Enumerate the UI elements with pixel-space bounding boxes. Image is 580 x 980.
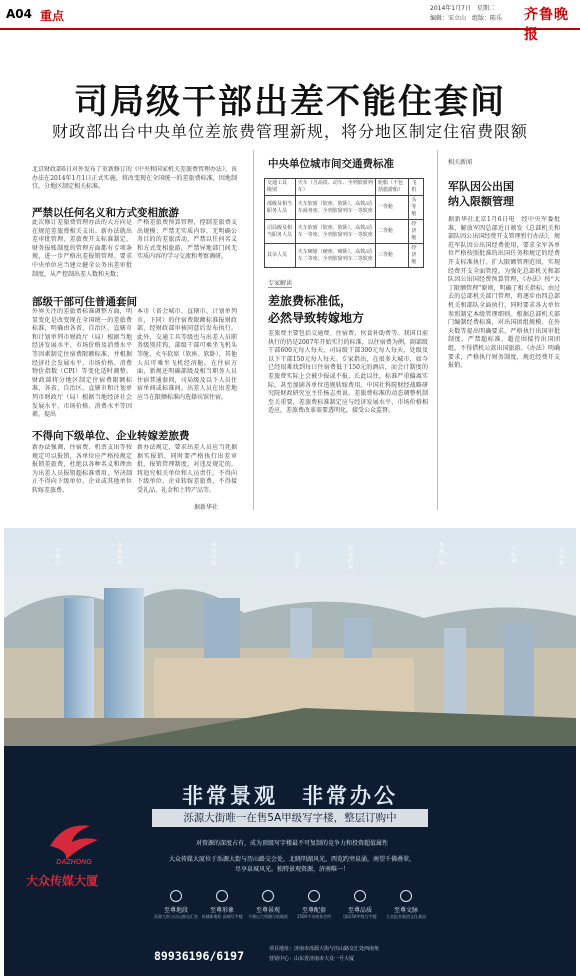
table-row xyxy=(265,244,424,268)
feature-desc: 泺源大街与历山路交汇处 xyxy=(154,914,198,919)
feature-item xyxy=(384,890,428,919)
feature-title: 至尊文脉 xyxy=(393,907,418,914)
landmark-label: 千佛山 xyxy=(54,548,60,566)
table-cell: 部级及相当职务人员 xyxy=(265,196,296,220)
table-cell: 头等舱 xyxy=(409,196,424,220)
table-row xyxy=(265,220,424,244)
related-headline: 纳入限额管理 xyxy=(448,195,514,208)
landmark-label: 趵突泉 xyxy=(558,548,564,566)
article-column: 新办法强调，住宿费、机票支出等按规定可以报销，各单位应严格按规定报销差旅费，杜绝以各种名义和理由为出差人员报销超标准费用，坚决制止不得向下级单位、企业或其他单位转嫁差旅费。 xyxy=(32,444,132,494)
newspaper-masthead: 齐鲁晚报 xyxy=(524,7,569,43)
landmark-label: 新闻大厦 xyxy=(210,542,216,566)
table-header-cell: 轮船（不包括旅游船） xyxy=(375,179,408,196)
feature-item xyxy=(292,890,336,919)
expert-headline: 差旅费标准低， xyxy=(268,294,353,308)
feature-title: 至尊形象 xyxy=(209,907,234,914)
table-header-cell: 火车（含高铁、动车、全列软席列车） xyxy=(295,179,375,196)
feature-item xyxy=(200,890,244,919)
expert-tag: 专家解读 xyxy=(268,280,293,287)
table-cell: 三等舱 xyxy=(375,244,408,268)
feature-desc: 国际5A甲级写字楼 xyxy=(343,914,377,919)
feature-desc: 千佛山大明湖尽收眼底 xyxy=(248,914,288,919)
table-cell: 其余人员 xyxy=(265,244,296,268)
landmark-label: 齐鲁医院 xyxy=(116,542,122,566)
table-header-cell: 飞机 xyxy=(409,179,424,196)
table-cell: 经济舱 xyxy=(409,220,424,244)
ad-body-text: 尽享泉城风光。独特景观资源，济南唯一！ xyxy=(234,866,349,873)
table-cell: 二等舱 xyxy=(375,220,408,244)
feature-item xyxy=(246,890,290,919)
table-header-cell: 交通工具 级别 xyxy=(265,179,296,196)
article-column: 此次修订差旅费管理办法的大方向是在规范差旅费相关支出。新办法就出差审批管理、差旅费开支标准制定、财务报账制度的管理方面都有专项条规，进一步严格出差报销管理。要求中央单位应当建立健全公务出差审批制度，从严控制出差人数和天数； xyxy=(32,219,132,278)
ad-subline: 泺源大街唯一在售5A甲级写字楼，整层订购中 xyxy=(152,809,428,827)
article-column: 严格差旅费预算管理，控制差旅费支出规模；严禁无实质内容、无明确公务目的的差旅活动，严禁以任何名义和方式变相旅游，严禁异地部门间无实质内容的学习交流和考察调研。 xyxy=(137,219,237,261)
landmark-label: 三联商社 xyxy=(294,546,300,570)
byline: 据新华社 xyxy=(194,504,219,511)
column-divider xyxy=(437,150,438,510)
section-heading: 严禁以任何名义和方式变相旅游 xyxy=(32,207,179,219)
ad-headline: 非常景观 非常办公 xyxy=(182,784,398,808)
sub-headline: 财政部出台中央单位差旅费管理新规，将分地区制定住宿费限额 xyxy=(51,122,528,141)
location-icon xyxy=(170,890,182,902)
table-cell: 火车软席（软座、软卧），高铁/动车一等座、全列软席列车一等软座 xyxy=(295,220,375,244)
transport-fee-table xyxy=(264,178,424,268)
main-headline: 司局级干部出差不能住套间 xyxy=(74,82,506,122)
landscape-icon xyxy=(262,890,274,902)
ad-body-text: 大众传媒大厦位于泺源大街与历山路交会处，北眺明湖风光，西览趵突泉涌，南望千佛叠翠， xyxy=(168,856,415,863)
table-cell: 火车硬席（硬座、硬卧），高铁/动车二等座、全列软席列车二等软座 xyxy=(295,244,375,268)
city-skyline-illustration xyxy=(4,528,576,758)
article-column: 本市（省会城市、直辖市、计划单列市，下同）的住宿费限额标准报财政部，经财政部审核同意后发布执行。此外，交通工具等级也与出差人员职务级别挂钩，部级干部可乘坐飞机头等舱、火车软席（软座、软卧），其他人员可乘坐飞机经济舱。在住宿方面，新规还明确部级及相当职务人员住宿普通套间，司局级及以下人员住宿单间或标准间。出差人员在出差地应当在限额标准内选择宾馆住宿， xyxy=(137,308,237,401)
feature-title: 至尊配套 xyxy=(301,907,326,914)
sales-address: 营销中心：山东省济南市大众一号大厦 xyxy=(269,956,355,962)
table-header-row xyxy=(265,179,424,196)
date-line: 2014年1月7日 星期二 xyxy=(430,5,495,12)
expert-body: 差旅费主要包括交通费、住宿费、伙食补助费等。我国目前执行的仍是2007年开始实行的标准，以住宿费为例，副部级干部600元每人每天，司局级干部300元每人每天，处级及以下干部150元每人每天。专家指出，在很多大城市，如今已经很难找到每日住宿费低于150元的酒店，而会计制度的差旅费实际上会被少报或不报，长此以往，标准严重偏离实际，甚至加剧各单位违规转嫁费用。中国社科院财经战略研究院财政研究室主任杨志勇说，差旅费标准的动态调整机制至关重要，差旅费标准制定应与经济发展水平、市场价格相适应，差旅费改革需要透明化，接受公众监督。 xyxy=(268,330,428,415)
landmark-label: 银座商城 xyxy=(347,546,353,570)
feature-title: 至尊品质 xyxy=(347,907,372,914)
landmark-label: 泉城广场 xyxy=(438,542,444,566)
related-headline: 军队因公出国 xyxy=(448,180,514,193)
page-header xyxy=(0,0,580,43)
ad-body-text: 对资源的深度占有，成为顶级写字楼最不可复制的竞争力和投资超值属性 xyxy=(195,840,388,847)
amenities-icon xyxy=(308,890,320,902)
table-title: 中央单位城市间交通费标准 xyxy=(268,158,394,170)
expert-headline: 必然导致转嫁地方 xyxy=(268,311,365,325)
section-name: 重点 xyxy=(40,9,65,23)
feature-item xyxy=(338,890,382,919)
section-heading: 不得向下级单位、企业转嫁差旅费 xyxy=(32,430,190,442)
feature-title: 至尊景观 xyxy=(255,907,280,914)
article-column: 外界关注的差旅费标准调整方面，明显变化是改变现在全国统一的差旅费标准，明确由各省、自治区、直辖市和计划单列市财政厅（局）根据当地经济发展水平、市场价格及消费水平等因素制定住宿费限额标准，并根据经济社会发展水平、市场价格、消费物价指数（CPI）等变化适时调整。财政部将分地区制定住宿费限额标准，各省、自治区、直辖市和计划单列市财政厅（局）根据当地经济社会发展水平、市场价格、消费水平等因素，提出 xyxy=(32,308,132,419)
sales-phone: 89936196/6197 xyxy=(154,949,245,963)
table-cell: 经济舱 xyxy=(409,244,424,268)
feature-desc: 大众报业集团文化基因 xyxy=(386,914,426,919)
article-lead: 北京财政部6日对外发布了重新修订的《中央和国家机关差旅费管理办法》，该办法在2014年1月1日正式实施，将改变现在全国统一的差旅费标准，因地制宜，分地区制定相关标准。 xyxy=(32,166,237,191)
article-column: 新办法规定，要求出差人员应当凭据据实报销，同时要严格执行出差审批、报销管理制度，对违反规定的，将追究相关单位和人员责任。不得向下级单位、企业转嫁差旅费，不得接受礼品、礼金和土特产品等。 xyxy=(137,444,237,494)
real-estate-advertisement xyxy=(4,528,576,976)
table-cell: 火车软席（软座、软卧），高铁/动车商务座、全列软席列车一等软座 xyxy=(295,196,375,220)
brand-logo-icon xyxy=(44,818,104,866)
table-row xyxy=(265,196,424,220)
building-icon xyxy=(216,890,228,902)
feature-item xyxy=(154,890,198,919)
landmark-label: 大明湖 xyxy=(510,546,516,564)
editor-line: 编辑：宋立山 组版：陈乐 xyxy=(430,15,503,22)
ad-brand-name: 大众传媒大厦 xyxy=(26,874,99,888)
feature-title: 至尊地段 xyxy=(163,907,188,914)
table-cell: 司局级及相当职务人员 xyxy=(265,220,296,244)
section-heading: 部级干部可住普通套间 xyxy=(32,296,137,308)
culture-icon xyxy=(400,890,412,902)
project-address: 项目地址：济南市泺源大街与历山路交汇处西南角 xyxy=(269,946,380,952)
quality-icon xyxy=(354,890,366,902)
column-divider xyxy=(253,150,254,510)
table-cell: 一等舱 xyxy=(375,196,408,220)
brand-mark: DAZHONG xyxy=(56,859,92,866)
related-news-tag: 相关新闻 xyxy=(448,159,473,166)
feature-desc: 1500平米商务会所 xyxy=(296,914,332,919)
section-number: A04 xyxy=(6,7,32,21)
related-body: 据新华社北京1月6日电 经中央军委批准，解放军四总部近日颁发《总部机关和部队因公出国经费开支管理暂行办法》，规范军队因公出国经费使用，要求全军各单位严格按照批准的出国任务和规定的经费开支标准执行。扩大限额管理范围，实现经费开支全面管控。为强化总部机关和部队因公出国经费预算管理，《办法》按“大丁限额管理”原则，明确了相关指标。由过去的总部机关部门管理，将逐步由四总部机关和部队全面执行，同时要求各大单位参照制定本级管理细则。根据总部机关部门编制经费标准，对出国团组规模、在外天数等提出明确要求，严格执行出国审批制度，严禁超标准、超范围接待出国团组，不得借机公款出国旅游。《办法》明确要求，严格执行财务制度，规范经费开支报销。 xyxy=(448,216,560,370)
feature-desc: 泉城新地标 高端写字楼 xyxy=(201,914,243,919)
